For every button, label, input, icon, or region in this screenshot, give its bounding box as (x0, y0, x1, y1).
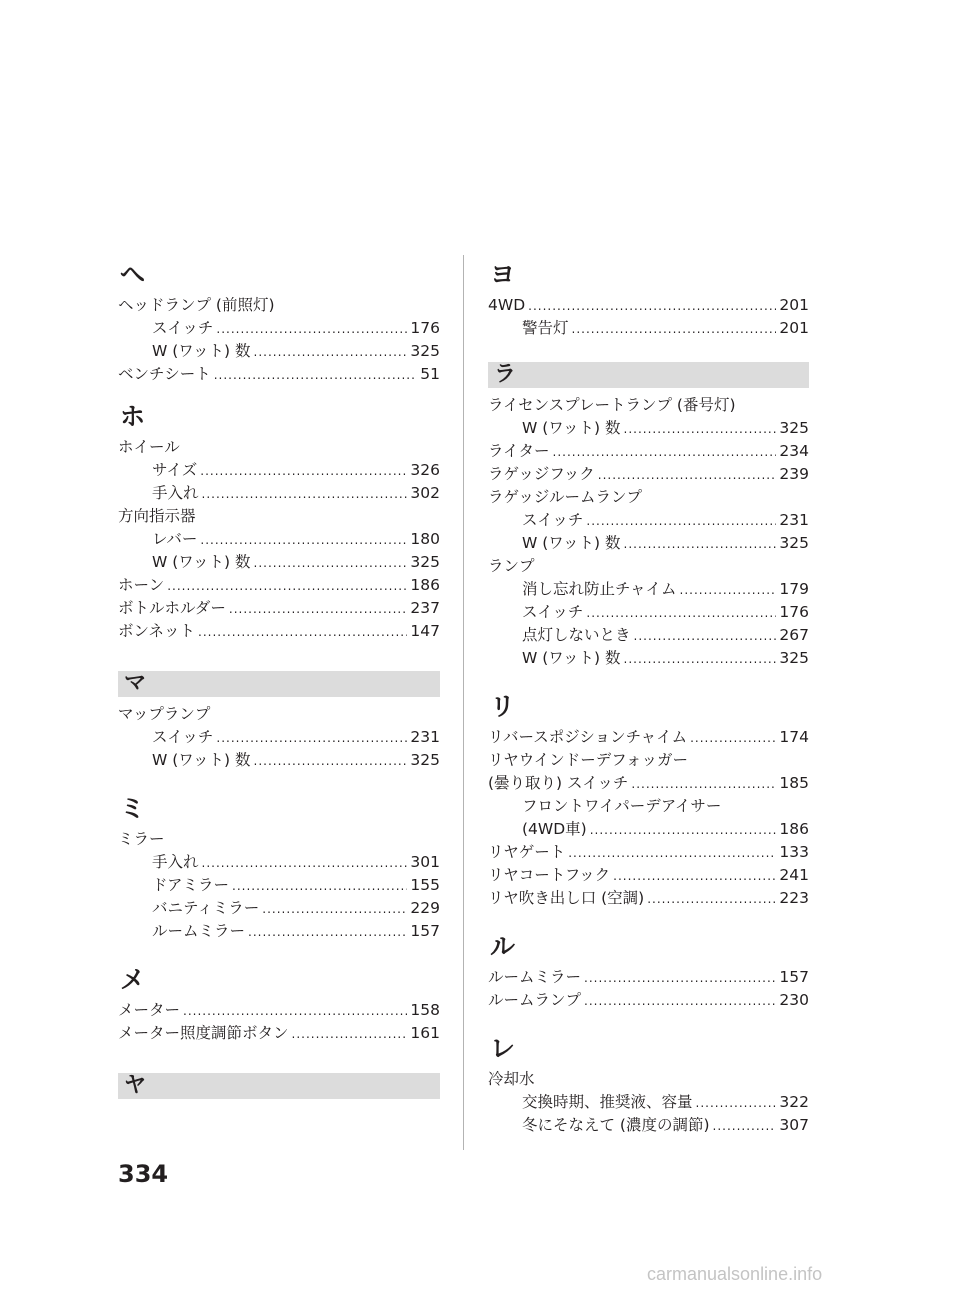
index-entry: ライセンスプレートランプ (番号灯) (488, 396, 736, 414)
index-entry[interactable]: リバースポジションチャイム ..... 174 (488, 726, 809, 749)
page-ref: 147 (410, 622, 440, 640)
page-ref: 322 (779, 1093, 809, 1111)
index-entry: ヘッドランプ (前照灯) (118, 296, 275, 314)
section-heading-ya: ヤ (118, 1073, 440, 1099)
page-ref: 325 (779, 534, 809, 552)
index-entry[interactable]: メーター照度調節ボタン ..... 161 (118, 1022, 440, 1045)
page-ref: 325 (779, 419, 809, 437)
page-ref: 267 (779, 626, 809, 644)
index-subentry[interactable]: ルームミラー ..... 157 (118, 920, 440, 943)
section-heading-mi: ミ (120, 794, 146, 823)
page-ref: 157 (779, 968, 809, 986)
page-ref: 179 (779, 580, 809, 598)
index-subentry[interactable]: 点灯しないとき ..... 267 (488, 624, 809, 647)
index-subentry[interactable]: W (ワット) 数 ..... 325 (118, 551, 440, 574)
page-ref: 223 (779, 889, 809, 907)
index-entry: ラゲッジルームランプ (488, 488, 642, 506)
page-ref: 326 (410, 461, 440, 479)
page-ref: 229 (410, 899, 440, 917)
watermark: carmanualsonline.info (647, 1264, 823, 1284)
section-heading-he: へ (120, 260, 146, 289)
index-entry[interactable]: ルームミラー ..... 157 (488, 966, 809, 989)
page-ref: 133 (779, 843, 809, 861)
section-heading-ma: マ (118, 671, 440, 697)
page-ref: 237 (410, 599, 440, 617)
page-ref: 325 (410, 553, 440, 571)
index-entry: マップランプ (118, 705, 211, 723)
index-subentry[interactable]: W (ワット) 数 ..... 325 (488, 647, 809, 670)
index-entry[interactable]: リヤコートフック ..... 241 (488, 864, 809, 887)
page-ref: 174 (779, 728, 809, 746)
index-entry[interactable]: 4WD ..... 201 (488, 294, 809, 317)
page-ref: 325 (410, 751, 440, 769)
page-ref: 230 (779, 991, 809, 1009)
page-number: 334 (118, 1160, 169, 1188)
page-ref: 201 (779, 296, 809, 314)
page-ref: 186 (410, 576, 440, 594)
index-entry[interactable]: ボンネット ..... 147 (118, 620, 440, 643)
index-subentry[interactable]: スイッチ ..... 176 (488, 601, 809, 624)
index-entry[interactable]: ホーン ..... 186 (118, 574, 440, 597)
section-heading-ra: ラ (488, 362, 809, 388)
page-ref: 302 (410, 484, 440, 502)
section-heading-ru: ル (490, 932, 516, 961)
index-entry[interactable]: ライター ..... 234 (488, 440, 809, 463)
page-ref: 161 (410, 1024, 440, 1042)
index-entry[interactable]: (曇り取り) スイッチ ..... 185 (488, 772, 809, 795)
index-entry[interactable]: ベンチシート ..... 51 (118, 363, 440, 386)
section-heading-ho: ホ (120, 402, 146, 431)
page-ref: 239 (779, 465, 809, 483)
index-subentry[interactable]: 手入れ ..... 301 (118, 851, 440, 874)
index-subentry[interactable]: W (ワット) 数 ..... 325 (488, 532, 809, 555)
section-heading-ri: リ (490, 692, 516, 721)
index-subentry[interactable]: W (ワット) 数 ..... 325 (118, 340, 440, 363)
index-entry[interactable]: ルームランプ ..... 230 (488, 989, 809, 1012)
index-entry: ミラー (118, 830, 165, 848)
index-column-right (488, 256, 809, 1137)
page-ref: 176 (410, 319, 440, 337)
page-ref: 234 (779, 442, 809, 460)
index-subentry[interactable]: W (ワット) 数 ..... 325 (488, 417, 809, 440)
index-subentry[interactable]: ドアミラー ..... 155 (118, 874, 440, 897)
index-subentry[interactable]: レバー ..... 180 (118, 528, 440, 551)
index-subentry[interactable]: 冬にそなえて (濃度の調節) ..... 307 (488, 1114, 809, 1137)
index-column-left (118, 256, 440, 1099)
page-ref: 231 (779, 511, 809, 529)
page-ref: 155 (410, 876, 440, 894)
page-ref: 185 (779, 774, 809, 792)
index-subentry[interactable]: サイズ ..... 326 (118, 459, 440, 482)
section-heading-re: レ (490, 1034, 516, 1063)
index-entry[interactable]: メーター ..... 158 (118, 999, 440, 1022)
page-ref: 157 (410, 922, 440, 940)
index-entry[interactable]: ラゲッジフック ..... 239 (488, 463, 809, 486)
page-ref: 241 (779, 866, 809, 884)
page-ref: 186 (779, 820, 809, 838)
page-ref: 307 (779, 1116, 809, 1134)
page-ref: 51 (420, 365, 440, 383)
page-ref: 158 (410, 1001, 440, 1019)
index-entry: 方向指示器 (118, 507, 196, 525)
index-entry: ホイール (118, 438, 180, 456)
index-subentry[interactable]: (4WD車) ..... 186 (488, 818, 809, 841)
index-subentry[interactable]: 交換時期、推奨液、容量 ..... 322 (488, 1091, 809, 1114)
page-ref: 180 (410, 530, 440, 548)
index-entry[interactable]: リヤゲート ..... 133 (488, 841, 809, 864)
page-ref: 231 (410, 728, 440, 746)
index-entry[interactable]: リヤ吹き出し口 (空調) ..... 223 (488, 887, 809, 910)
index-subentry[interactable]: スイッチ ..... 231 (488, 509, 809, 532)
index-entry[interactable]: ボトルホルダー ..... 237 (118, 597, 440, 620)
index-subentry[interactable]: スイッチ ..... 231 (118, 726, 440, 749)
page-ref: 301 (410, 853, 440, 871)
index-subentry[interactable]: 手入れ ..... 302 (118, 482, 440, 505)
index-subentry[interactable]: 警告灯 ..... 201 (488, 317, 809, 340)
index-entry: リヤウインドーデフォッガー (488, 751, 688, 769)
column-divider (463, 255, 464, 1150)
index-subentry[interactable]: 消し忘れ防止チャイム ..... 179 (488, 578, 809, 601)
section-heading-me: メ (120, 965, 146, 994)
page-ref: 325 (410, 342, 440, 360)
section-heading-yo: ヨ (490, 260, 516, 289)
index-entry: ランプ (488, 557, 535, 575)
page-ref: 176 (779, 603, 809, 621)
index-subentry[interactable]: W (ワット) 数 ..... 325 (118, 749, 440, 772)
index-subentry[interactable]: バニティミラー ..... 229 (118, 897, 440, 920)
index-entry: 冷却水 (488, 1070, 535, 1088)
page-ref: 201 (779, 319, 809, 337)
page-ref: 325 (779, 649, 809, 667)
index-subentry: フロントワイパーデアイサー (522, 797, 722, 815)
index-subentry[interactable]: スイッチ ..... 176 (118, 317, 440, 340)
